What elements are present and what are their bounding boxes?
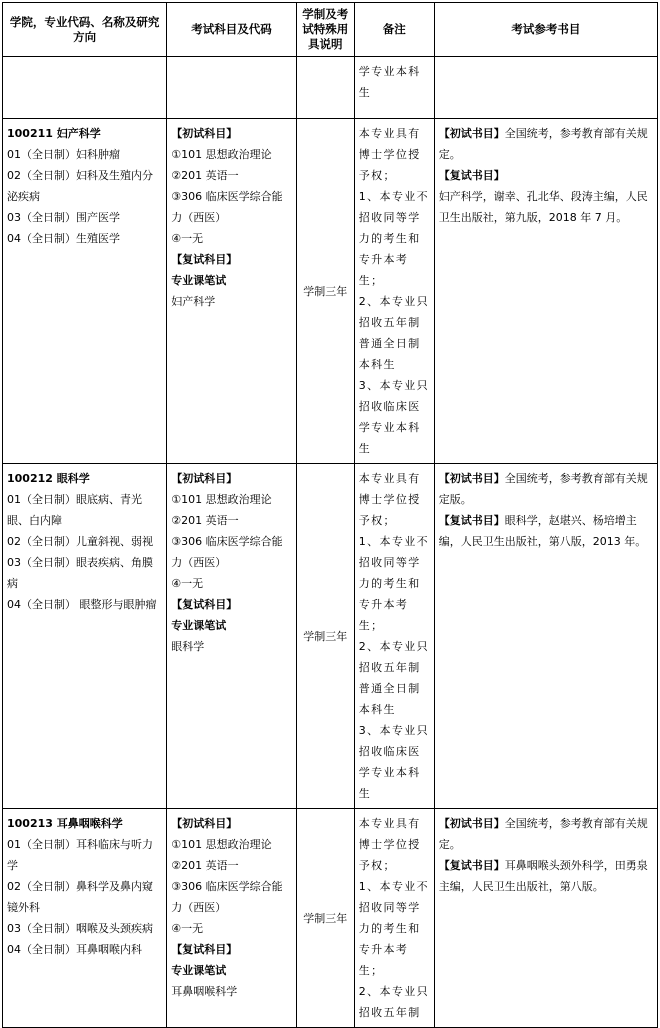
notes-cell: [354, 119, 434, 464]
major-code-name: 100211 妇产科学: [7, 127, 101, 140]
book-first-label: 【初试书目】: [438, 817, 505, 830]
subjects-cell: [167, 119, 297, 464]
book-re-label: 【复试书目】: [438, 514, 505, 527]
re-exam-label: 专业课笔试: [171, 964, 227, 977]
first-exam-item: ①101 思想政治理论: [171, 148, 272, 161]
re-exam-title: 【复试科目】: [171, 943, 238, 956]
direction-item: 02（全日制）儿童斜视、弱视: [7, 535, 153, 548]
major-code-name: 100212 眼科学: [7, 472, 90, 485]
book-re-text: 妇产科学，谢幸、孔北华、段涛主编，人民卫生出版社，第九版，2018 年 7 月。: [438, 190, 648, 224]
direction-item: 01（全日制）妇科肿瘤: [7, 148, 120, 161]
books-cell: [434, 464, 657, 809]
major-code-name: 100213 耳鼻咽喉科学: [7, 817, 123, 830]
first-exam-item: ③306 临床医学综合能力（西医）: [171, 880, 283, 914]
re-exam-subject: 妇产科学: [171, 295, 216, 308]
table-row: [3, 119, 658, 464]
first-exam-item: ④一无: [171, 922, 204, 935]
subjects-cell: [167, 464, 297, 809]
major-cell: [3, 119, 167, 464]
note-item: 2、本专业只招收五年制: [358, 985, 430, 1019]
re-exam-title: 【复试科目】: [171, 598, 238, 611]
major-cell: [3, 809, 167, 1028]
re-exam-label: 专业课笔试: [171, 619, 227, 632]
first-exam-title: 【初试科目】: [171, 127, 238, 140]
direction-item: 04（全日制）耳鼻咽喉内科: [7, 943, 142, 956]
admissions-table: [2, 2, 658, 1028]
first-exam-item: ②201 英语一: [171, 859, 239, 872]
direction-item: 03（全日制）眼表疾病、角膜病: [7, 556, 153, 590]
first-exam-item: ③306 临床医学综合能力（西医）: [171, 535, 283, 569]
continuation-row: [3, 57, 658, 119]
note-item: 2、本专业只招收五年制普通全日制本科生: [358, 295, 430, 371]
header-subjects: 考试科目及代码: [167, 3, 297, 57]
table-row: [3, 809, 658, 1028]
major-cell: [3, 464, 167, 809]
first-exam-title: 【初试科目】: [171, 817, 238, 830]
re-exam-title: 【复试科目】: [171, 253, 238, 266]
header-books: 考试参考书目: [434, 3, 657, 57]
book-first-text: 全国统考，参考教育部有关规定。: [438, 127, 648, 161]
note-item: 3、本专业只招收临床医学专业本科生: [358, 379, 430, 455]
note-item: 2、本专业只招收五年制普通全日制本科生: [358, 640, 430, 716]
note-item: 本专业具有博士学位授予权；: [358, 472, 421, 527]
subjects-cell: [167, 809, 297, 1028]
re-exam-label: 专业课笔试: [171, 274, 227, 287]
table-row: [3, 464, 658, 809]
re-exam-subject: 眼科学: [171, 640, 205, 653]
direction-item: 04（全日制）生殖医学: [7, 232, 120, 245]
book-first-label: 【初试书目】: [438, 472, 505, 485]
direction-item: 02（全日制）鼻科学及鼻内窥镜外科: [7, 880, 153, 914]
book-first-text: 全国统考，参考教育部有关规定版。: [438, 472, 648, 506]
direction-item: 04（全日制） 眼整形与眼肿瘤: [7, 598, 157, 611]
first-exam-item: ③306 临床医学综合能力（西医）: [171, 190, 283, 224]
direction-item: 01（全日制）耳科临床与听力学: [7, 838, 153, 872]
notes-cell: [354, 464, 434, 809]
book-first-text: 全国统考，参考教育部有关规定。: [438, 817, 648, 851]
duration-cell: 学制三年: [296, 809, 354, 1028]
re-exam-subject: 耳鼻咽喉科学: [171, 985, 238, 998]
book-re-text: 眼科学，赵堪兴、杨培增主编，人民卫生出版社，第八版，2013 年。: [438, 514, 647, 548]
first-exam-item: ④一无: [171, 232, 204, 245]
header-row: [3, 3, 658, 57]
direction-item: 02（全日制）妇科及生殖内分泌疾病: [7, 169, 153, 203]
header-notes: 备注: [354, 3, 434, 57]
note-item: 本专业具有博士学位授予权；: [358, 127, 421, 182]
book-re-text: 耳鼻咽喉头颈外科学，田勇泉主编，人民卫生出版社，第八版。: [438, 859, 648, 893]
duration-cell: 学制三年: [296, 464, 354, 809]
books-cell: [434, 809, 657, 1028]
note-item: 本专业具有博士学位授予权；: [358, 817, 421, 872]
header-major: 学院，专业代码、名称及研究方向: [3, 3, 167, 57]
continuation-note: 学专业本科 生: [354, 57, 434, 119]
first-exam-item: ②201 英语一: [171, 169, 239, 182]
notes-cell: [354, 809, 434, 1028]
note-item: 1、本专业不招收同等学力的考生和专升本考生；: [358, 535, 430, 632]
book-re-label: 【复试书目】: [438, 169, 505, 182]
first-exam-title: 【初试科目】: [171, 472, 238, 485]
note-item: 1、本专业不招收同等学力的考生和专升本考生；: [358, 880, 430, 977]
direction-item: 03（全日制）围产医学: [7, 211, 120, 224]
first-exam-item: ②201 英语一: [171, 514, 239, 527]
note-item: 1、本专业不招收同等学力的考生和专升本考生；: [358, 190, 430, 287]
note-item: 3、本专业只招收临床医学专业本科生: [358, 724, 430, 800]
books-cell: [434, 119, 657, 464]
direction-item: 03（全日制）咽喉及头颈疾病: [7, 922, 153, 935]
direction-item: 01（全日制）眼底病、青光眼、白内障: [7, 493, 142, 527]
first-exam-item: ①101 思想政治理论: [171, 493, 272, 506]
book-first-label: 【初试书目】: [438, 127, 505, 140]
first-exam-item: ④一无: [171, 577, 204, 590]
header-duration: 学制及考试特殊用具说明: [296, 3, 354, 57]
first-exam-item: ①101 思想政治理论: [171, 838, 272, 851]
book-re-label: 【复试书目】: [438, 859, 505, 872]
duration-cell: 学制三年: [296, 119, 354, 464]
